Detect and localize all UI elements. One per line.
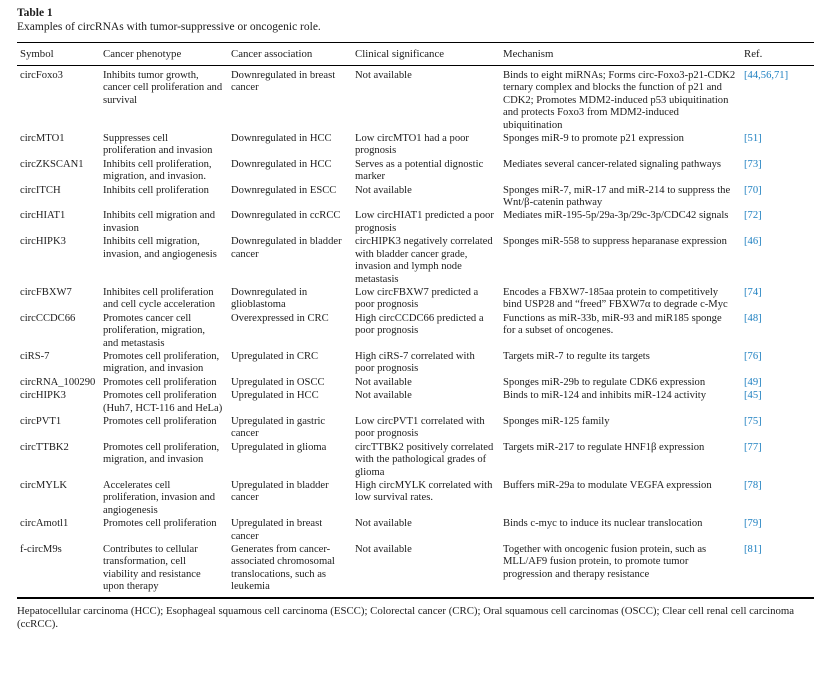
cell-mechanism: Sponges miR-125 family bbox=[503, 415, 610, 427]
cell-ref bbox=[744, 236, 814, 287]
table-row bbox=[17, 66, 814, 133]
table-row bbox=[17, 376, 814, 389]
cell-ref bbox=[744, 390, 814, 416]
cell-ref bbox=[744, 480, 814, 518]
circrna-table bbox=[17, 42, 814, 599]
table-footnote: Hepatocellular carcinoma (HCC); Esophageal squamous cell carcinoma (ESCC); Colorectal cancer (CRC); Oral squamous cell carcinomas (OSCC); Clear cell renal cell carcinoma (ccRCC). bbox=[17, 604, 795, 630]
table-row bbox=[17, 518, 814, 544]
table-caption-block bbox=[17, 7, 814, 34]
cell-symbol: circPVT1 bbox=[20, 415, 62, 427]
cell-ref bbox=[744, 376, 814, 389]
reference-citation-link[interactable]: [81] bbox=[744, 544, 762, 556]
cell-clinical-significance: Not available bbox=[355, 376, 412, 388]
reference-citation-link[interactable]: [73] bbox=[744, 158, 762, 170]
cell-cancer-association: Downregulated in ccRCC bbox=[231, 210, 341, 222]
column-header-symbol: Symbol bbox=[17, 43, 103, 66]
cell-symbol: circHIPK3 bbox=[20, 390, 66, 402]
cell-cancer-association: Downregulated in glioblastoma bbox=[231, 286, 308, 311]
cell-symbol: circMTO1 bbox=[20, 133, 65, 145]
cell-cancer-phenotype: Promotes cell proliferation bbox=[103, 518, 217, 530]
cell-mechanism: Sponges miR-558 to suppress heparanase expression bbox=[503, 236, 727, 248]
cell-clinical-significance: circTTBK2 positively correlated with the pathological grades of glioma bbox=[355, 441, 494, 478]
cell-mechanism: Functions as miR-33b, miR-93 and miR185 sponge for a subset of oncogenes. bbox=[503, 312, 722, 337]
cell-cancer-phenotype: Promotes cell proliferation (Huh7, HCT-116 and HeLa) bbox=[103, 390, 223, 414]
cell-symbol: circAmotl1 bbox=[20, 518, 69, 530]
table-row bbox=[17, 480, 814, 518]
cell-clinical-significance: Low circPVT1 correlated with poor prognosis bbox=[355, 415, 485, 440]
table-row bbox=[17, 286, 814, 312]
cell-ref bbox=[744, 210, 814, 236]
cell-clinical-significance: Not available bbox=[355, 70, 412, 81]
cell-cancer-phenotype: Promotes cancer cell proliferation, migration, and metastasis bbox=[103, 312, 206, 349]
cell-ref bbox=[744, 66, 814, 133]
cell-clinical-significance: High circCCDC66 predicted a poor prognosis bbox=[355, 312, 484, 337]
table-label: Table 1 bbox=[17, 7, 53, 19]
cell-clinical-significance: Low circMTO1 had a poor prognosis bbox=[355, 133, 469, 157]
reference-citation-link[interactable]: [70] bbox=[744, 184, 762, 196]
column-header-mechanism: Mechanism bbox=[503, 43, 744, 66]
cell-ref bbox=[744, 286, 814, 312]
cell-mechanism: Targets miR-7 to regulte its targets bbox=[503, 350, 650, 362]
cell-cancer-phenotype: Inhibits cell migration, invasion, and angiogenesis bbox=[103, 236, 217, 260]
reference-citation-link[interactable]: [79] bbox=[744, 518, 762, 530]
reference-citation-link[interactable]: [75] bbox=[744, 415, 762, 427]
cell-symbol: circTTBK2 bbox=[20, 441, 69, 453]
cell-clinical-significance: High ciRS-7 correlated with poor prognosis bbox=[355, 350, 475, 375]
cell-cancer-phenotype: Inhibits cell proliferation, migration, and invasion. bbox=[103, 158, 212, 183]
column-header-clinical-significance: Clinical significance bbox=[355, 43, 503, 66]
table-row bbox=[17, 133, 814, 159]
cell-clinical-significance: Serves as a potential dignostic marker bbox=[355, 158, 484, 183]
cell-cancer-association: Upregulated in OSCC bbox=[231, 376, 325, 388]
cell-cancer-association: Upregulated in HCC bbox=[231, 390, 319, 402]
table-row bbox=[17, 158, 814, 184]
cell-cancer-phenotype: Promotes cell proliferation, migration, and invasion bbox=[103, 350, 220, 375]
cell-clinical-significance: Not available bbox=[355, 518, 412, 530]
table-row bbox=[17, 236, 814, 287]
cell-cancer-phenotype: Contributes to cellular transformation, cell viability and resistance upon therapy bbox=[103, 544, 201, 593]
table-row bbox=[17, 350, 814, 376]
cell-ref bbox=[744, 350, 814, 376]
cell-cancer-association: Downregulated in breast cancer bbox=[231, 70, 336, 94]
cell-cancer-association: Downregulated in HCC bbox=[231, 158, 332, 170]
table-body bbox=[17, 66, 814, 598]
cell-symbol: f-circM9s bbox=[20, 544, 62, 556]
cell-mechanism: Encodes a FBXW7-185aa protein to competitively bind USP28 and “freed” FBXW7α to degrade c-Myc bbox=[503, 286, 728, 311]
cell-cancer-phenotype: Inhibites cell proliferation and cell cycle acceleration bbox=[103, 286, 216, 311]
cell-clinical-significance: Not available bbox=[355, 184, 412, 196]
table-header bbox=[17, 43, 814, 66]
table-row bbox=[17, 312, 814, 350]
cell-mechanism: Binds c-myc to induce its nuclear translocation bbox=[503, 518, 703, 530]
cell-ref bbox=[744, 184, 814, 210]
cell-ref bbox=[744, 312, 814, 350]
cell-cancer-association: Upregulated in bladder cancer bbox=[231, 480, 329, 504]
cell-mechanism: Buffers miR-29a to modulate VEGFA expression bbox=[503, 480, 712, 491]
reference-citation-link[interactable]: [48] bbox=[744, 312, 762, 324]
cell-ref bbox=[744, 441, 814, 479]
reference-citation-link[interactable]: [51] bbox=[744, 133, 762, 145]
column-header-cancer-association: Cancer association bbox=[231, 43, 355, 66]
cell-clinical-significance: High circMYLK correlated with low survival rates. bbox=[355, 480, 493, 504]
cell-symbol: ciRS-7 bbox=[20, 350, 50, 362]
cell-clinical-significance: Low circHIAT1 predicted a poor prognosis bbox=[355, 210, 494, 234]
cell-cancer-phenotype: Inhibits cell proliferation bbox=[103, 184, 209, 196]
cell-cancer-association: Upregulated in glioma bbox=[231, 441, 327, 453]
cell-symbol: circFoxo3 bbox=[20, 70, 63, 81]
cell-cancer-association: Upregulated in breast cancer bbox=[231, 518, 323, 542]
cell-mechanism: Binds to miR-124 and inhibits miR-124 activity bbox=[503, 390, 707, 402]
table-row bbox=[17, 210, 814, 236]
cell-ref bbox=[744, 415, 814, 441]
cell-cancer-association: Upregulated in gastric cancer bbox=[231, 415, 326, 440]
cell-clinical-significance: Low circFBXW7 predicted a poor prognosis bbox=[355, 286, 479, 311]
cell-cancer-phenotype: Accelerates cell proliferation, invasion and angiogenesis bbox=[103, 480, 216, 516]
cell-symbol: circMYLK bbox=[20, 480, 68, 491]
reference-citation-link[interactable]: [49] bbox=[744, 376, 762, 388]
cell-cancer-association: Downregulated in ESCC bbox=[231, 184, 337, 196]
reference-citation-link[interactable]: [77] bbox=[744, 441, 762, 453]
table-row bbox=[17, 544, 814, 598]
cell-cancer-association: Generates from cancer-associated chromosomal translocations, such as leukemia bbox=[231, 544, 335, 593]
cell-mechanism: Mediates miR-195-5p/29a-3p/29c-3p/CDC42 signals bbox=[503, 210, 729, 222]
column-header-ref: Ref. bbox=[744, 43, 814, 66]
cell-symbol: circHIAT1 bbox=[20, 210, 66, 222]
cell-mechanism: Sponges miR-29b to regulate CDK6 expression bbox=[503, 376, 706, 388]
cell-clinical-significance: Not available bbox=[355, 544, 412, 556]
table-row bbox=[17, 184, 814, 210]
cell-cancer-association: Overexpressed in CRC bbox=[231, 312, 329, 324]
cell-symbol: circITCH bbox=[20, 184, 61, 196]
reference-citation-link[interactable]: [44,56,71] bbox=[744, 70, 789, 81]
reference-citation-link[interactable]: [76] bbox=[744, 350, 762, 362]
cell-cancer-phenotype: Inhibits tumor growth, cancer cell proliferation and survival bbox=[103, 70, 223, 106]
cell-symbol: circRNA_100290 bbox=[20, 376, 96, 388]
cell-mechanism: Binds to eight miRNAs; Forms circ-Foxo3-p21-CDK2 ternary complex and blocks the function of p21 and CDK2; Promotes MDM2-induced p53 ubiquitination and protects Foxo3 from MDM2-induced ubiquitination bbox=[503, 70, 736, 131]
cell-mechanism: Sponges miR-9 to promote p21 expression bbox=[503, 133, 684, 145]
cell-mechanism: Targets miR-217 to regulate HNF1β expression bbox=[503, 441, 705, 453]
table-caption: Examples of circRNAs with tumor-suppressive or oncogenic role. bbox=[17, 21, 321, 33]
table-row bbox=[17, 441, 814, 479]
cell-ref bbox=[744, 518, 814, 544]
table-header-row bbox=[17, 43, 814, 66]
cell-cancer-phenotype: Promotes cell proliferation bbox=[103, 415, 217, 427]
cell-symbol: circCCDC66 bbox=[20, 312, 76, 324]
cell-ref bbox=[744, 133, 814, 159]
cell-symbol: circHIPK3 bbox=[20, 236, 66, 248]
reference-citation-link[interactable]: [78] bbox=[744, 480, 762, 491]
cell-cancer-association: Downregulated in HCC bbox=[231, 133, 332, 145]
cell-ref bbox=[744, 158, 814, 184]
cell-cancer-phenotype: Suppresses cell proliferation and invasion bbox=[103, 133, 213, 157]
reference-citation-link[interactable]: [45] bbox=[744, 390, 762, 402]
cell-mechanism: Sponges miR-7, miR-17 and miR-214 to suppress the Wnt/β-catenin pathway bbox=[503, 184, 731, 209]
cell-clinical-significance: Not available bbox=[355, 390, 412, 402]
cell-cancer-phenotype: Promotes cell proliferation, migration, and invasion bbox=[103, 441, 220, 466]
cell-cancer-phenotype: Promotes cell proliferation bbox=[103, 376, 217, 388]
reference-citation-link[interactable]: [74] bbox=[744, 286, 762, 298]
cell-cancer-association: Downregulated in bladder cancer bbox=[231, 236, 342, 260]
cell-clinical-significance: circHIPK3 negatively correlated with bladder cancer grade, invasion and lymph node metastasis bbox=[355, 236, 493, 285]
cell-symbol: circZKSCAN1 bbox=[20, 158, 84, 170]
column-header-cancer-phenotype: Cancer phenotype bbox=[103, 43, 231, 66]
reference-citation-link[interactable]: [46] bbox=[744, 236, 762, 248]
cell-symbol: circFBXW7 bbox=[20, 286, 72, 298]
cell-ref bbox=[744, 544, 814, 598]
cell-mechanism: Together with oncogenic fusion protein, such as MLL/AF9 fusion protein, to promote tumor progression and therapy resistance bbox=[503, 544, 707, 580]
cell-cancer-association: Upregulated in CRC bbox=[231, 350, 319, 362]
table-row bbox=[17, 415, 814, 441]
cell-cancer-phenotype: Inhibits cell migration and invasion bbox=[103, 210, 216, 234]
reference-citation-link[interactable]: [72] bbox=[744, 210, 762, 222]
cell-mechanism: Mediates several cancer-related signaling pathways bbox=[503, 158, 722, 170]
table-row bbox=[17, 390, 814, 416]
